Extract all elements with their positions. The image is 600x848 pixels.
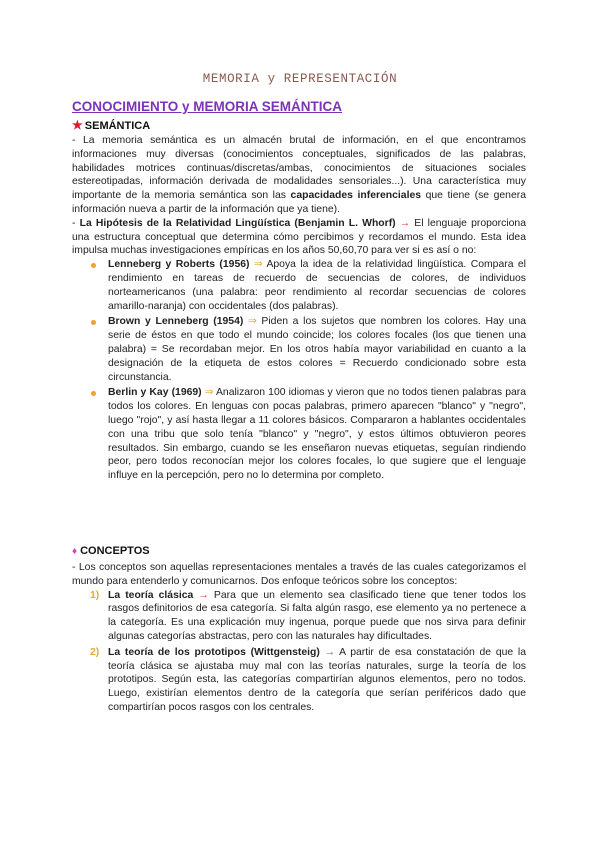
right-arrow-icon: →: [324, 646, 335, 658]
list-item: 1) La teoría clásica → Para que un elemento sea clasificado tiene que tener todos los rasgos definitorios de esa categoría. Si falta algún rasgo, ese elemento ya no pertenece a la categoría. Es una explicación muy ingenua, porque puede que nos sirva para definir algunas categorías abstractas, pero con las naturales hay dificultades.: [90, 589, 526, 642]
semantica-body: [72, 134, 526, 485]
theory-list: [72, 589, 526, 715]
section-title: CONOCIMIENTO y MEMORIA SEMÁNTICA: [72, 99, 343, 114]
item-number: 1): [90, 589, 100, 601]
diamond-icon: ♦: [72, 546, 78, 557]
bullet-dot-icon: [91, 263, 96, 268]
list-item: Brown y Lenneberg (1954) ⇒ Piden a los sujetos que nombren los colores. Hay una serie de éstos en que todo el mundo coincide; los colores focales (los que tienen una palabra) = Se recordaban mejor. En los otros había mayor variabilidad en cuanto a la designación de la etiqueta de estos colores = Recuerdo condicionado sobre esta circunstancia.: [72, 315, 526, 384]
semantica-heading-text: SEMÁNTICA: [84, 120, 151, 132]
double-arrow-icon: ⇒: [253, 259, 263, 271]
conceptos-body: [72, 561, 526, 717]
study-list: [72, 258, 526, 483]
semantica-paragraph-1: - La memoria semántica es un almacén brutal de información, en el que encontramos informaciones muy diversas (conocimientos conceptuales, significados de las palabras, habilidades motrices continuas/discretas/ambas, conocimientos de situaciones sociales estereotipadas, información derivada de modalidades sensoriales...). Una característica muy importante de la memoria semántica son las capacidades inferenciales que tiene (se genera información nueva a partir de la información que ya tiene).: [72, 135, 526, 215]
list-item: 2) La teoría de los prototipos (Wittgensteig) → A partir de esa constatación de que la teoría clásica se ajustaba muy mal con las teorías naturales, surge la teoría de los prototipos. Según esta, las categorías compartirían algunos elementos, pero no todos. Luego, existirían elementos dentro de la categoría que serían periféricos dado que compartirían pocos rasgos con los centrales.: [90, 646, 526, 713]
star-icon: ★: [72, 118, 83, 132]
bullet-dot-icon: [91, 391, 96, 396]
document-title: MEMORIA y REPRESENTACIÓN: [202, 72, 398, 86]
semantica-heading: [72, 118, 150, 132]
double-arrow-icon: ⇒: [204, 387, 214, 399]
semantica-paragraph-2: - La Hipótesis de la Relatividad Lingüística (Benjamin L. Whorf) → El lenguaje proporciona una estructura conceptual que determina cómo percibimos y recordamos el mundo. Esta idea impulsa muchas investigaciones empíricas en los años 50,60,70 para ver si es así o no:: [72, 217, 526, 257]
conceptos-heading: [72, 545, 150, 557]
right-arrow-icon: →: [399, 217, 411, 229]
conceptos-heading-text: CONCEPTOS: [80, 545, 150, 557]
list-item: Lenneberg y Roberts (1956) ⇒ Apoya la idea de la relatividad lingüística. Compara el rendimiento en tareas de recuerdo de secuencias de colores, de individuos norteamericanos (una palabra: peor rendimiento al recordar secuencias de colores amarillo-naranja) con occidentales (dos palabras).: [72, 258, 526, 313]
list-item: Berlin y Kay (1969) ⇒ Analizaron 100 idiomas y vieron que no todos tienen palabras para todos los colores. En lenguas con pocas palabras, primero aparecen "blanco" y "negro", luego "rojo", y así hasta llegar a 11 colores básicos. Compararon a hablantes occidentales con una tribu que solo tenía "blanco" y "negro", y estos últimos obtuvieron peores resultados. Sin embargo, cuando se les enseñaron nuevas etiquetas, seguían rindiendo peor, pero todos reconocían mejor los colores focales, lo que sugiere que el lenguaje influye en la percepción, pero no lo determina por completo.: [72, 386, 526, 483]
right-arrow-icon: →: [198, 589, 209, 601]
bullet-dot-icon: [91, 320, 96, 325]
item-number: 2): [90, 646, 100, 658]
double-arrow-icon: ⇒: [248, 316, 257, 328]
conceptos-paragraph-1: - Los conceptos son aquellas representaciones mentales a través de las cuales categorizamos el mundo para entenderlo y comunicarnos. Dos enfoque teóricos sobre los conceptos:: [72, 562, 526, 587]
